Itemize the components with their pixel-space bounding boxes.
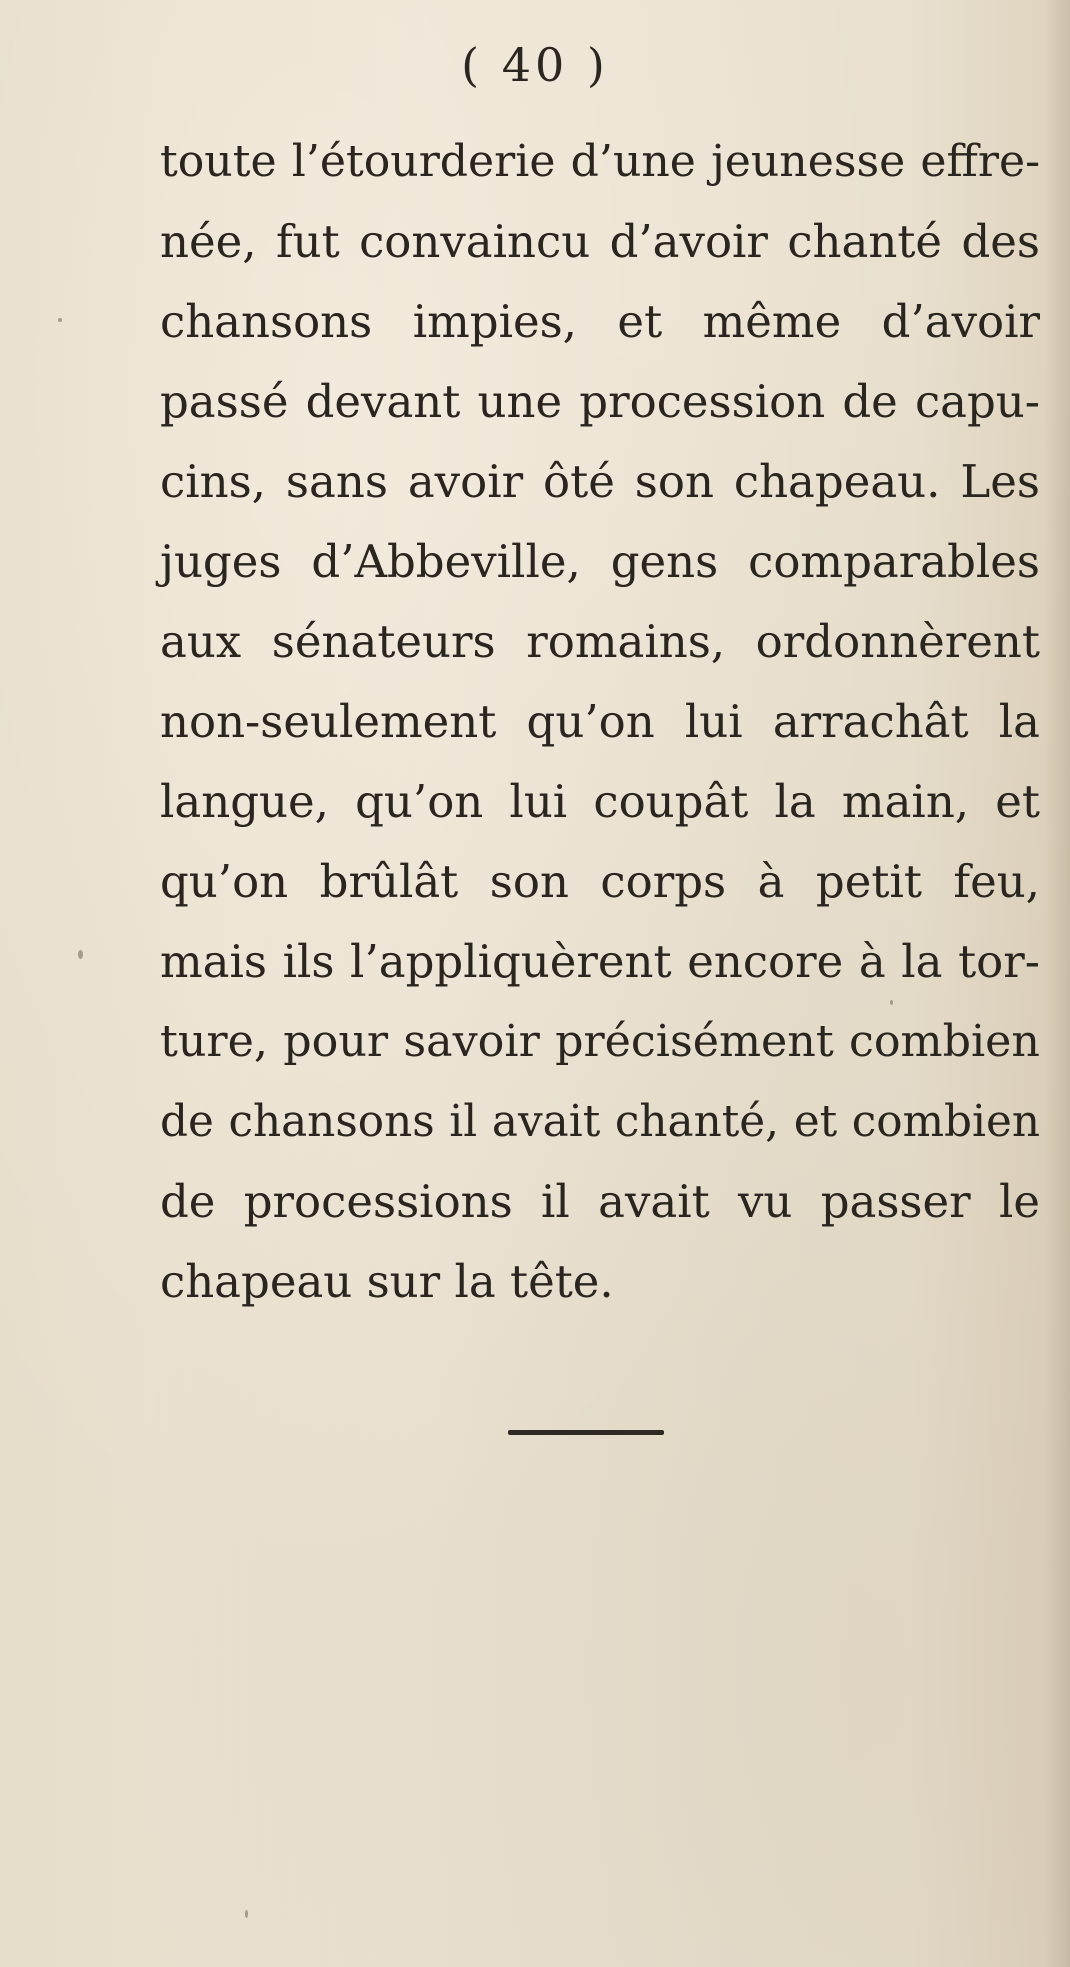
paper-speck — [245, 1910, 248, 1918]
text-line: toute l’étourderie d’une jeunesse effre- — [160, 136, 1040, 187]
section-divider-rule — [508, 1430, 664, 1435]
text-line: aux sénateurs romains, ordonnèrent — [160, 615, 1040, 668]
paper-speck — [78, 950, 83, 959]
text-line: juges d’Abbeville, gens comparables — [160, 535, 1040, 588]
text-line: non-seulement qu’on lui arrachât la — [160, 695, 1040, 748]
paper-speck — [58, 318, 62, 322]
page-number: ( 40 ) — [461, 38, 609, 92]
text-line: de processions il avait vu passer le — [160, 1175, 1040, 1228]
text-line: langue, qu’on lui coupât la main, et — [160, 775, 1040, 828]
text-line: née, fut convaincu d’avoir chanté des — [160, 215, 1040, 268]
text-line: qu’on brûlât son corps à petit feu, — [160, 855, 1040, 908]
body-text — [160, 122, 1040, 1322]
text-line: ture, pour savoir précisément combien — [160, 1016, 1040, 1067]
text-line: chapeau sur la tête. — [160, 1255, 614, 1308]
text-line: cins, sans avoir ôté son chapeau. Les — [160, 455, 1040, 508]
text-line: passé devant une procession de capu- — [160, 375, 1040, 428]
page-edge-shadow — [1044, 0, 1070, 1967]
text-line: chansons impies, et même d’avoir — [160, 295, 1040, 348]
text-line: mais ils l’appliquèrent encore à la tor- — [160, 935, 1040, 988]
text-line: de chansons il avait chanté, et combien — [160, 1096, 1040, 1147]
